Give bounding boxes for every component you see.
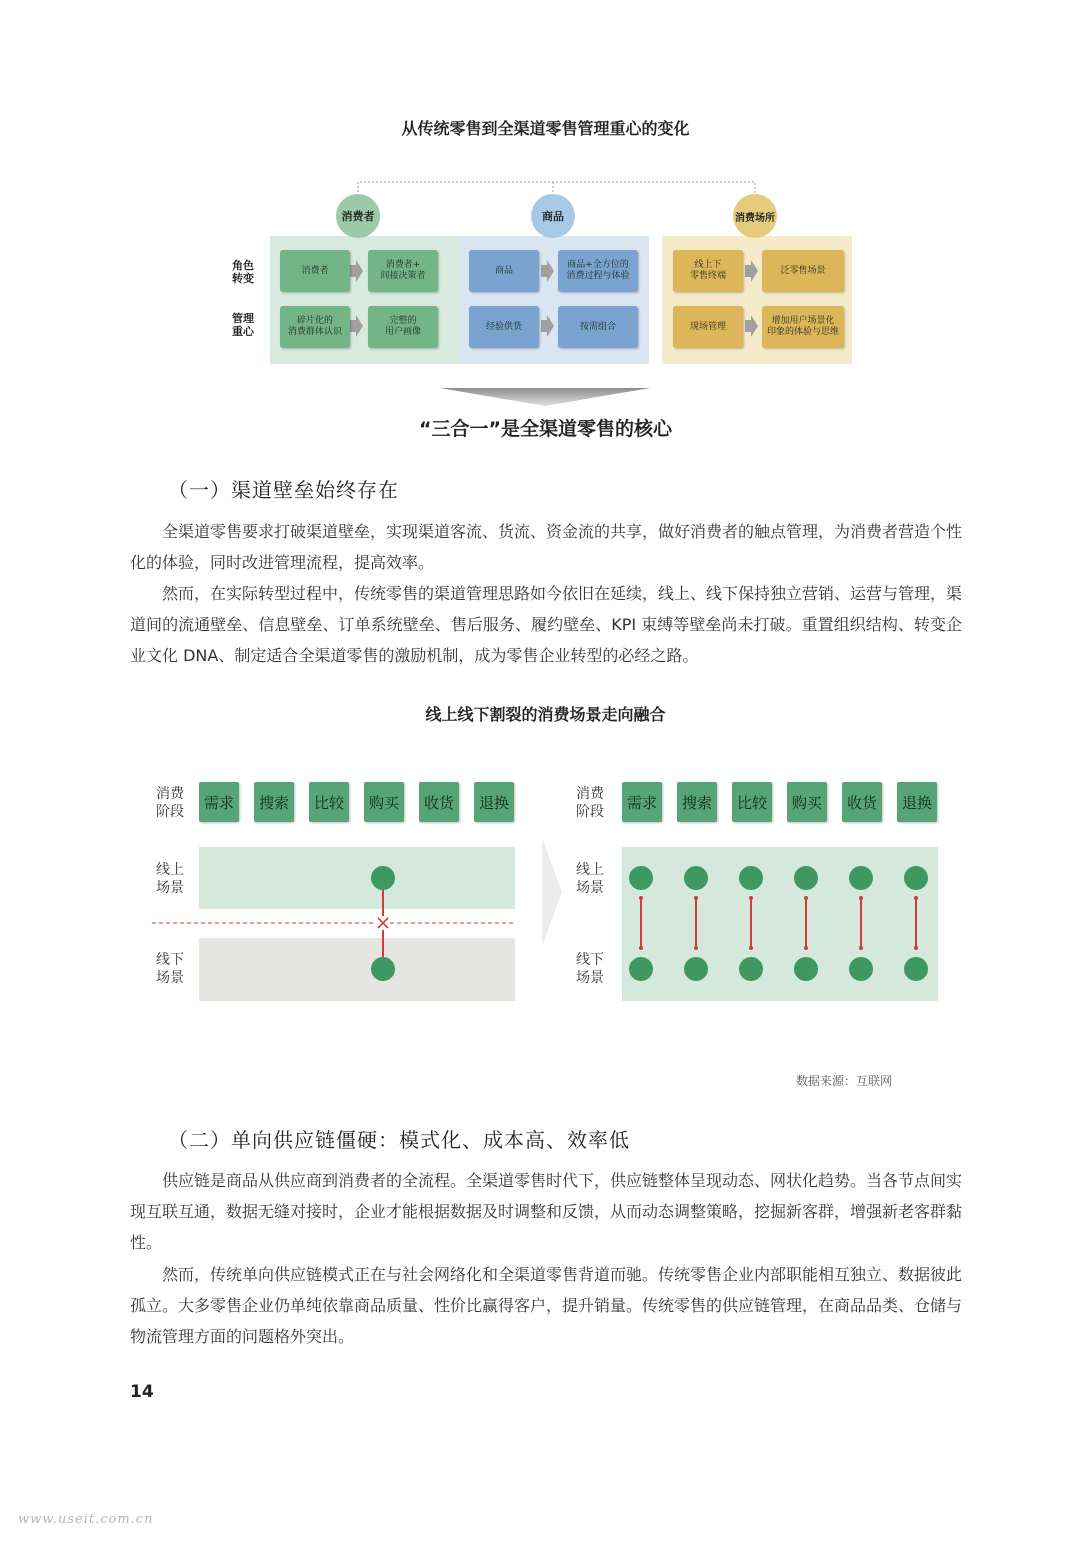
chevron-right-icon [540, 838, 564, 946]
right-online-dot [849, 866, 873, 890]
right-stage-label-text: 消费 阶段 [576, 786, 604, 820]
box-text: 泛零售场景 [780, 265, 826, 276]
circle-consumer-label: 消费者 [341, 210, 375, 223]
box-consumer-mgmt-after [368, 306, 438, 348]
box-text: 消费者+ 间接决策者 [380, 260, 426, 281]
right-online-label [576, 861, 608, 897]
right-link-cap [694, 946, 698, 950]
right-link [915, 898, 917, 948]
box-text: 线上下 零售终端 [689, 260, 726, 281]
right-offline-dot [629, 957, 653, 981]
section2-heading: （二）单向供应链僵硬：模式化、成本高、效率低 [168, 1128, 630, 1152]
right-link [860, 898, 862, 948]
left-stage-receive: 收货 [419, 782, 459, 822]
box-text: 碎片化的 消费群体认识 [287, 316, 342, 337]
figure1-conclusion: “三合一”是全渠道零售的核心 [419, 418, 672, 440]
right-link-cap [859, 946, 863, 950]
right-link [750, 898, 752, 948]
right-online-dot [684, 866, 708, 890]
box-text: 经验供货 [485, 321, 522, 332]
right-link-cap [804, 896, 808, 900]
box-goods-mgmt-before [469, 306, 539, 348]
figure1-arrows [0, 0, 1091, 370]
box-text: 商品+全方位的 消费过程与体验 [566, 260, 630, 281]
left-online-label-text: 线上 场景 [156, 862, 184, 896]
right-stage-demand: 需求 [622, 782, 662, 822]
right-online-dot [739, 866, 763, 890]
right-offline-dot [904, 957, 928, 981]
right-online-dot [904, 866, 928, 890]
right-stage-compare: 比较 [732, 782, 772, 822]
box-text: 商品 [494, 265, 513, 276]
cross-icon [376, 916, 390, 930]
right-link-cap [859, 896, 863, 900]
left-divider-dashed [150, 915, 520, 931]
figure2-title: 线上线下割裂的消费场景走向融合 [425, 705, 666, 724]
right-link [640, 898, 642, 948]
right-link-cap [749, 946, 753, 950]
page-number: 14 [130, 1382, 154, 1402]
left-offline-label [156, 951, 188, 987]
right-online-dot [629, 866, 653, 890]
right-offline-label-text: 线下 场景 [576, 952, 604, 986]
left-stage-search: 搜索 [254, 782, 294, 822]
right-link-cap [749, 896, 753, 900]
box-goods-role-after [558, 250, 638, 292]
right-link-cap [639, 896, 643, 900]
right-online-dot [794, 866, 818, 890]
right-stage-purchase: 购买 [787, 782, 827, 822]
right-link-cap [639, 946, 643, 950]
box-consumer-mgmt-before [280, 306, 350, 348]
left-online-band [199, 847, 515, 909]
row-label-management-text: 管理 重心 [232, 312, 254, 338]
left-offline-label-text: 线下 场景 [156, 952, 184, 986]
left-stage-return: 退换 [474, 782, 514, 822]
right-link-cap [914, 896, 918, 900]
section2-para2: 然而，传统单向供应链模式正在与社会网络化和全渠道零售背道而驰。传统零售企业内部职能相互独立、数据彼此孤立。大多零售企业仍单纯依靠商品质量、性价比赢得客户，提升销量。传统零售的供应链管理，在商品品类、仓储与物流管理方面的问题格外突出。 [130, 1265, 963, 1346]
right-link-cap [694, 896, 698, 900]
box-venue-role-before [673, 250, 743, 292]
right-stage-search: 搜索 [677, 782, 717, 822]
box-venue-role-after [762, 250, 844, 292]
right-stage-return: 退换 [897, 782, 937, 822]
circle-venue-label: 消费场所 [735, 212, 775, 224]
left-stage-purchase: 购买 [364, 782, 404, 822]
right-online-label-text: 线上 场景 [576, 862, 604, 896]
left-online-dot [371, 866, 395, 890]
right-link-cap [914, 946, 918, 950]
box-venue-mgmt-before [673, 306, 743, 348]
left-stage-compare: 比较 [309, 782, 349, 822]
box-text: 消费者 [301, 265, 329, 276]
left-offline-band [199, 938, 515, 1001]
right-offline-dot [794, 957, 818, 981]
right-stage-receive: 收货 [842, 782, 882, 822]
section1-para2: 然而，在实际转型过程中，传统零售的渠道管理思路如今依旧在延续，线上、线下保持独立营销、运营与管理，渠道间的流通壁垒、信息壁垒、订单系统壁垒、售后服务、履约壁垒、KPI 束缚等壁垒尚未打破。重置组织结构、转变企业文化 DNA、制定适合全渠道零售的激励机制，成为零售企业转型的必经之路。 [130, 584, 963, 665]
row-label-role-text: 角色 转变 [232, 259, 254, 285]
watermark: www.useit.com.cn [18, 1512, 154, 1527]
right-offline-dot [849, 957, 873, 981]
box-venue-mgmt-after [762, 306, 844, 348]
right-link [695, 898, 697, 948]
box-goods-role-before [469, 250, 539, 292]
left-stage-label-text: 消费 阶段 [156, 786, 184, 820]
box-goods-mgmt-after [558, 306, 638, 348]
right-link [805, 898, 807, 948]
right-offline-dot [684, 957, 708, 981]
left-online-label [156, 861, 188, 897]
box-consumer-role-after [368, 250, 438, 292]
left-stage-demand: 需求 [199, 782, 239, 822]
right-link-cap [804, 946, 808, 950]
box-text: 按需组合 [579, 321, 616, 332]
box-text: 现场管理 [689, 321, 726, 332]
left-offline-dot [371, 957, 395, 981]
section2-para1: 供应链是商品从供应商到消费者的全流程。全渠道零售时代下，供应链整体呈现动态、网状化趋势。当各节点间实现互联互通，数据无缝对接时，企业才能根据数据及时调整和反馈，从而动态调整策略，挖掘新客群，增强新老客群黏性。 [130, 1171, 963, 1252]
section1-para1: 全渠道零售要求打破渠道壁垒，实现渠道客流、货流、资金流的共享，做好消费者的触点管理，为消费者营造个性化的体验，同时改进管理流程，提高效率。 [130, 522, 963, 572]
figure2-source: 数据来源：互联网 [795, 1074, 892, 1088]
section1-heading: （一）渠道壁垒始终存在 [168, 478, 399, 502]
right-offline-dot [739, 957, 763, 981]
right-offline-label [576, 951, 608, 987]
box-text: 完整的 用户画像 [384, 316, 421, 337]
right-merged-band [622, 847, 938, 1001]
figure1-funnel-arrow [440, 388, 650, 408]
box-consumer-role-before [280, 250, 350, 292]
circle-goods-label: 商品 [542, 210, 564, 223]
figure1-title: 从传统零售到全渠道零售管理重心的变化 [401, 119, 690, 138]
box-text: 增加用户场景化 印象的体验与思维 [766, 316, 839, 337]
